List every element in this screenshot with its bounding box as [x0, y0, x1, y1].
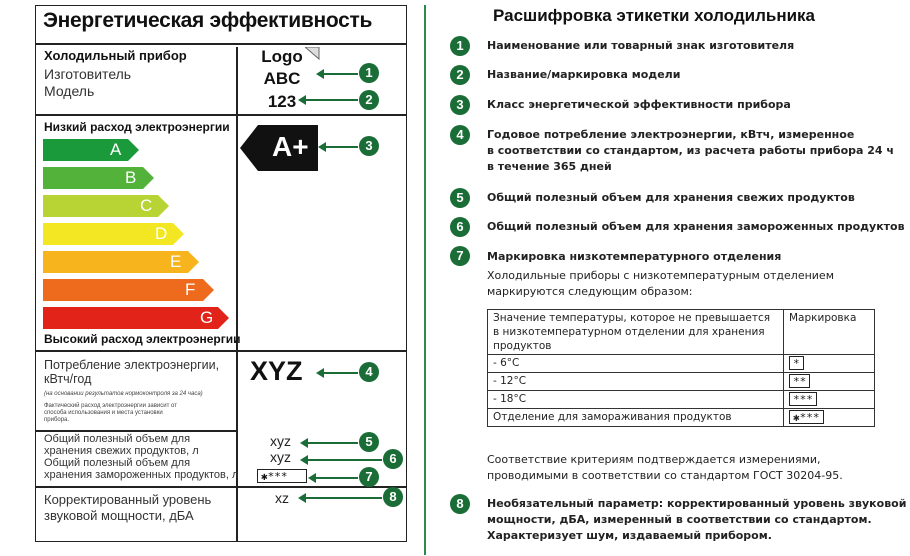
table-row — [488, 391, 875, 409]
legend-item-4-line2: в соответствии со стандартом, из расчета работы прибора 24 ч — [487, 144, 894, 157]
manufacturer-name: ABC — [263, 69, 301, 88]
table-row — [488, 355, 875, 373]
energy-class-bar-g — [43, 307, 230, 329]
energy-class-bar-a — [43, 139, 140, 161]
callout-arrow-1 — [323, 73, 358, 75]
energy-class-letter: E — [170, 252, 182, 271]
energy-rating-arrow — [240, 125, 320, 175]
table-cell-mark — [784, 355, 875, 373]
legend-title: Расшифровка этикетки холодильника — [493, 6, 816, 25]
callout-marker-2: 2 — [359, 90, 379, 110]
legend-marker-6: 6 — [450, 217, 470, 237]
table-header-temp: Значение температуры, которое не превышается в низкотемпературном отделении для хранения продуктов — [488, 310, 784, 355]
callout-arrow-2 — [305, 99, 358, 101]
frozen-volume-value: xyz — [270, 449, 291, 465]
conformity-line1: Соответствие критериям подтверждается измерениями, — [487, 453, 821, 466]
legend-item-3: Класс энергетической эффективности прибора — [487, 98, 791, 111]
model-label: Модель — [44, 83, 95, 99]
frozen-volume-label: Общий полезный объем для хранения замороженных продуктов, л — [44, 457, 239, 481]
manufacturer-label: Изготовитель — [44, 66, 132, 82]
high-consumption-label: Высокий расход электроэнергии — [44, 332, 241, 346]
noise-value: xz — [275, 490, 289, 506]
table-header-row — [488, 310, 875, 355]
star-marking-4: ✱*** — [789, 410, 824, 424]
callout-arrow-7 — [315, 477, 358, 479]
callout-arrow-5 — [307, 442, 358, 444]
legend-item-4-line1: Годовое потребление электроэнергии, кВтч, измеренное — [487, 128, 855, 141]
legend-marker-5: 5 — [450, 188, 470, 208]
star-marking-1: * — [789, 356, 804, 370]
model-number: 123 — [267, 92, 297, 111]
fresh-volume-label: Общий полезный объем для хранения свежих продуктов, л — [44, 433, 199, 457]
table-cell-mark — [784, 373, 875, 391]
energy-class-bar-f — [43, 279, 215, 301]
label-title: Энергетическая эффективность — [43, 9, 373, 32]
legend-item-7: Маркировка низкотемпературного отделения — [487, 250, 782, 263]
callout-marker-6: 6 — [383, 449, 403, 469]
table-cell-mark — [784, 409, 875, 427]
legend-item-6: Общий полезный объем для хранения замороженных продуктов — [487, 220, 905, 233]
energy-class-letter: B — [125, 168, 137, 187]
label-divider — [35, 43, 407, 45]
energy-rating: A+ — [272, 131, 309, 162]
star-marking-2: ** — [789, 374, 810, 388]
noise-label: Корректированный уровень звуковой мощности, дБА — [44, 492, 212, 523]
conformity-line2: проводимыми в соответствии со стандартом ГОСТ 30204-95. — [487, 469, 843, 482]
label-divider — [35, 350, 407, 352]
energy-class-letter: F — [185, 280, 196, 299]
callout-arrow-4 — [323, 372, 358, 374]
callout-marker-4: 4 — [359, 362, 379, 382]
table-cell-temp: - 12°C — [488, 373, 784, 391]
legend-marker-3: 3 — [450, 95, 470, 115]
label-divider — [35, 114, 407, 116]
energy-class-bar-d — [43, 223, 185, 245]
consumption-disclaimer: Фактический расход электроэнергии зависит от способа использования и места установки прибора. — [44, 403, 177, 423]
label-divider — [35, 486, 407, 488]
legend-marker-1: 1 — [450, 36, 470, 56]
callout-marker-3: 3 — [359, 136, 379, 156]
table-cell-temp: - 18°C — [488, 391, 784, 409]
consumption-note: (на основании результатов нормоконтроля за 24 часа) — [44, 391, 203, 397]
table-row — [488, 373, 875, 391]
legend-item-8-line2: мощности, дБА, измеренный в соответствии со стандартом. — [487, 513, 872, 526]
legend-item-7-sub2: маркируются следующим образом: — [487, 285, 693, 298]
table-header-mark: Маркировка — [784, 310, 875, 355]
fresh-volume-value: xyz — [270, 433, 291, 449]
legend-item-5: Общий полезный объем для хранения свежих продуктов — [487, 191, 855, 204]
table-cell-temp: Отделение для замораживания продуктов — [488, 409, 784, 427]
freezer-star-marking: ✱*** — [257, 469, 307, 483]
table-cell-mark — [784, 391, 875, 409]
legend-item-2: Название/маркировка модели — [487, 68, 681, 81]
legend-item-8-line1: Необязательный параметр: корректированный уровень звуковой — [487, 497, 907, 510]
callout-arrow-6 — [307, 459, 382, 461]
callout-arrow-3 — [325, 146, 358, 148]
low-consumption-label: Низкий расход электроэнергии — [44, 120, 230, 134]
energy-class-bar-b — [43, 167, 155, 189]
legend-marker-7: 7 — [450, 246, 470, 266]
consumption-value: XYZ — [250, 356, 303, 386]
legend-item-8-line3: Характеризует шум, издаваемый прибором. — [487, 529, 772, 542]
consumption-label: Потребление электроэнергии, кВтч/год — [44, 358, 220, 386]
logo-text: Logo — [261, 47, 303, 66]
section-divider — [424, 5, 426, 555]
callout-marker-8: 8 — [383, 487, 403, 507]
label-divider — [35, 430, 236, 432]
legend-item-4-line3: в течение 365 дней — [487, 160, 612, 173]
legend-marker-8: 8 — [450, 494, 470, 514]
star-marking-3: *** — [789, 392, 817, 406]
energy-class-letter: G — [200, 308, 214, 327]
legend-item-7-sub1: Холодильные приборы с низкотемпературным отделением — [487, 269, 834, 282]
marking-table — [487, 309, 875, 427]
energy-class-letter: D — [155, 224, 168, 243]
legend-item-1: Наименование или товарный знак изготовителя — [487, 39, 795, 52]
energy-class-bar-e — [43, 251, 200, 273]
legend-marker-4: 4 — [450, 125, 470, 145]
energy-class-letter: A — [110, 140, 122, 159]
table-cell-temp: - 6°C — [488, 355, 784, 373]
appliance-type: Холодильный прибор — [44, 48, 187, 63]
legend-marker-2: 2 — [450, 65, 470, 85]
callout-marker-5: 5 — [359, 432, 379, 452]
callout-marker-7: 7 — [359, 467, 379, 487]
callout-marker-1: 1 — [359, 63, 379, 83]
callout-arrow-8 — [305, 497, 382, 499]
energy-class-bar-c — [43, 195, 170, 217]
table-row — [488, 409, 875, 427]
page-curl-icon — [305, 47, 321, 61]
energy-class-letter: C — [140, 196, 153, 215]
